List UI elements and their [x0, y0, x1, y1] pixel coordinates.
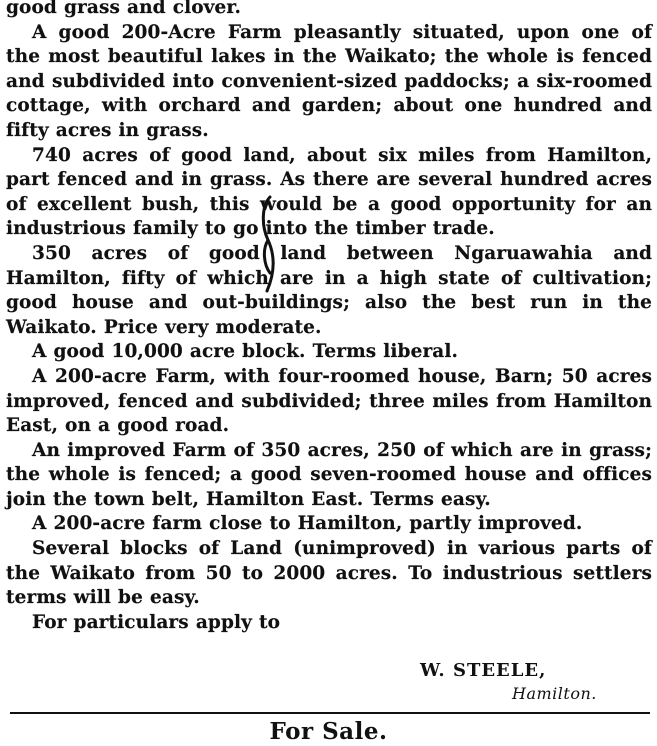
paragraph-10000-acre-block: A good 10,000 acre block. Terms liberal.	[32, 341, 459, 363]
paragraph-350-acres: 350 acres of good land between Ngaruawahia and Hamilton, fifty of which are in a high state of cultivation; good house and out-buildings; also the best run in the Waikato. Price very moderate.	[6, 242, 652, 338]
paragraph-opening-line: good grass and clover.	[6, 0, 242, 18]
paragraph-apply-to: For particulars apply to	[32, 611, 281, 633]
paragraph-lake-farm: A good 200-Acre Farm pleasantly situated, upon one of the most beautiful lakes in the Waikato; the whole is fenced and subdivided into convenient-sized paddocks; a six-roomed cottage, with orchard and garden; about one hundred and fifty acres in grass.	[6, 21, 652, 141]
paragraph-200-acre-farm-house: A 200-acre Farm, with four-roomed house, Barn; 50 acres improved, fenced and subdivided; three miles from Hamilton East, on a good road.	[6, 365, 652, 437]
paragraph-several-blocks: Several blocks of Land (unimproved) in various parts of the Waikato from 50 to 2000 acres. To industrious settlers terms will be easy.	[6, 538, 652, 609]
paragraph-200-acre-close: A 200-acre farm close to Hamilton, partly improved.	[32, 513, 583, 535]
paragraph-improved-farm: An improved Farm of 350 acres, 250 of which are in grass; the whole is fenced; a good seven-roomed house and offices join the town belt, Hamilton East. Terms easy.	[6, 439, 652, 510]
paragraph-740-acres: 740 acres of good land, about six miles from Hamilton, part fenced and in grass. As there are several hundred acres of excellent bush, this would be a good opportunity for an industrious family to go into the timber trade.	[6, 144, 652, 240]
signature-name: W. STEELE,	[420, 660, 547, 681]
advertisement-page	[6, 0, 652, 746]
next-section-heading: For Sale.	[269, 718, 388, 745]
section-divider	[10, 712, 650, 714]
signature-place: Hamilton.	[512, 684, 597, 703]
